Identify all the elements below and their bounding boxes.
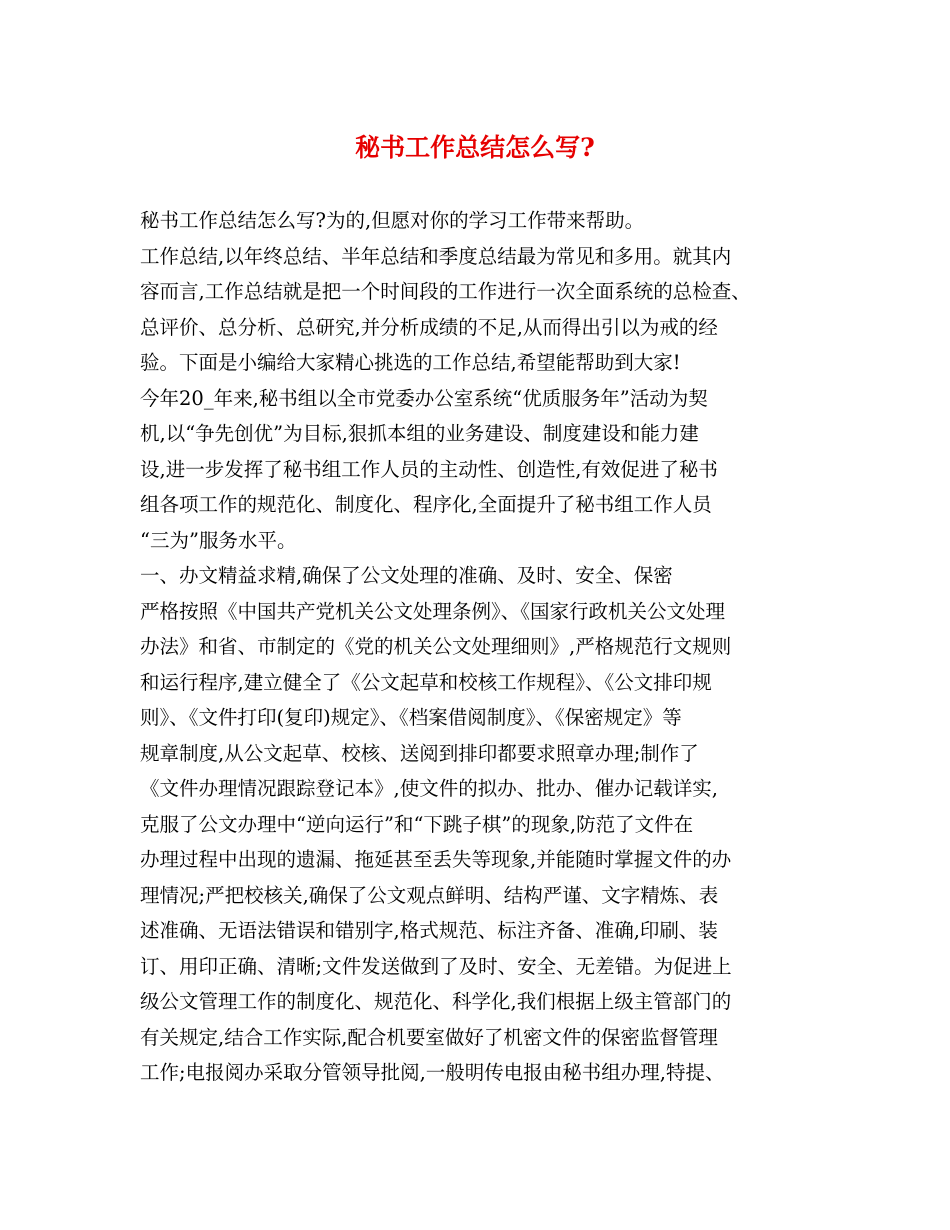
text-line: 级公文管理工作的制度化、规范化、科学化,我们根据上级主管部门的 <box>140 990 732 1013</box>
text-line: 一、办文精益求精,确保了公文处理的准确、及时、安全、保密 <box>140 564 673 587</box>
text-line: 理情况;严把校核关,确保了公文观点鲜明、结构严谨、文字精炼、表 <box>140 883 719 907</box>
text-line: 严格按照《中国共产党机关公文处理条例》、《国家行政机关公文处理 <box>140 599 726 623</box>
text-line: 组各项工作的规范化、制度化、程序化,全面提升了秘书组工作人员 <box>140 493 712 516</box>
text-line: 《文件办理情况跟踪登记本》,使文件的拟办、批办、催办记载详实, <box>140 777 718 800</box>
document-title: 秘书工作总结怎么写? <box>355 133 595 162</box>
text-line: 办法》和省、市制定的《党的机关公文处理细则》,严格规范行文规则 <box>140 635 732 658</box>
text-line: 有关规定,结合工作实际,配合机要室做好了机密文件的保密监督管理 <box>140 1025 718 1049</box>
text-line: 工作总结,以年终总结、半年总结和季度总结最为常见和多用。就其内 <box>140 244 732 268</box>
text-line: 验。下面是小编给大家精心挑选的工作总结,希望能帮助到大家! <box>140 351 681 374</box>
text-line: 订、用印正确、清晰;文件发送做到了及时、安全、无差错。为促进上 <box>140 954 732 978</box>
document-body <box>140 203 830 1091</box>
text-line: 述准确、无语法错误和错别字,格式规范、标注齐备、准确,印刷、装 <box>140 919 718 942</box>
text-line: 规章制度,从公文起草、校核、送阅到排印都要求照章办理;制作了 <box>140 741 699 765</box>
text-line: 工作;电报阅办采取分管领导批阅,一般明传电报由秘书组办理,特提、 <box>140 1061 725 1084</box>
text-line: 机,以“争先创优”为目标,狠抓本组的业务建设、制度建设和能力建 <box>140 422 699 445</box>
text-line: 今年20_年来,秘书组以全市党委办公室系统“优质服务年”活动为契 <box>140 386 708 410</box>
text-line: 和运行程序,建立健全了《公文起草和校核工作规程》、《公文排印规 <box>140 670 712 694</box>
text-line: 则》、《文件打印(复印)规定》、《档案借阅制度》、《保密规定》等 <box>140 706 682 729</box>
text-line: “三为”服务水平。 <box>140 528 297 552</box>
text-line: 秘书工作总结怎么写?为的,但愿对你的学习工作带来帮助。 <box>140 209 645 232</box>
text-line: 总评价、总分析、总研究,并分析成绩的不足,从而得出引以为戒的经 <box>140 315 718 339</box>
text-line: 容而言,工作总结就是把一个时间段的工作进行一次全面系统的总检查、 <box>140 280 751 303</box>
text-line: 办理过程中出现的遗漏、拖延甚至丢失等现象,并能随时掌握文件的办 <box>140 848 732 871</box>
text-line: 设,进一步发挥了秘书组工作人员的主动性、创造性,有效促进了秘书 <box>140 457 718 481</box>
text-line: 克服了公文办理中“逆向运行”和“下跳子棋”的现象,防范了文件在 <box>140 812 694 836</box>
